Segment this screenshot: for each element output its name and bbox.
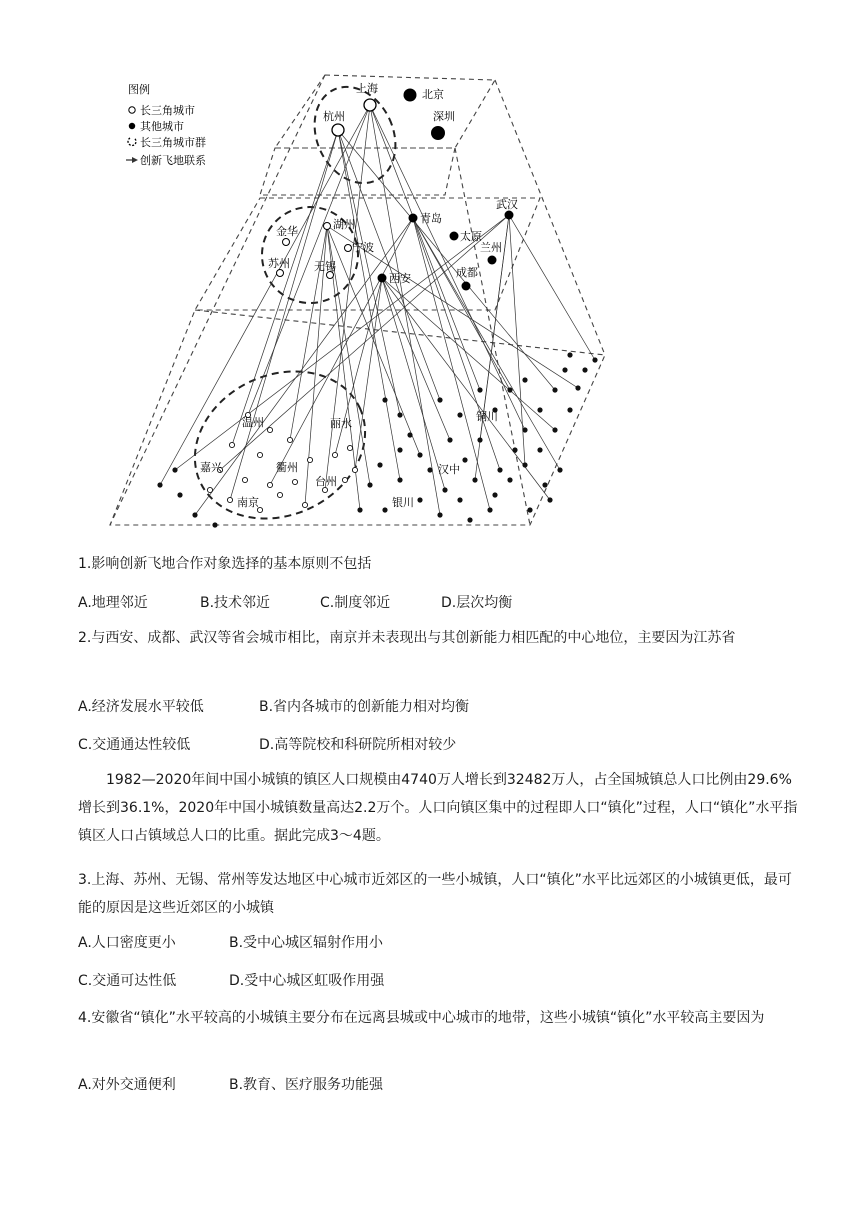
node-suzhou [277,270,284,277]
label-wuhan: 武汉 [496,198,518,211]
small-city-dot [322,487,327,492]
small-city-dot [567,352,572,357]
label-shenzhen: 深圳 [433,110,455,123]
small-city-dot [407,432,412,437]
innovation-link-line [370,105,525,430]
small-city-dot [477,387,482,392]
innovation-link-line [338,130,555,390]
small-city-dot [357,507,362,512]
other-city-icon [129,123,135,129]
q4-option-a: A.对外交通便利 [78,1077,176,1093]
innovation-link-line [413,218,560,470]
legend-item-yrd-city: 长三角城市 [140,104,195,117]
node-hangzhou [332,124,344,136]
small-city-dot [457,497,462,502]
small-city-dot [192,512,197,517]
innovation-link-line [370,105,480,390]
small-city-dot [417,452,422,457]
q3-option-b: B.受中心城区辐射作用小 [229,935,384,951]
legend [126,82,206,167]
node-chengdu [462,282,471,291]
small-city-dot [397,412,402,417]
q1-option-c: C.制度邻近 [320,595,391,611]
q3-option-c: C.交通可达性低 [78,973,177,989]
passage-text: 1982—2020年间中国小城镇的镇区人口规模由4740万人增长到32482万人，占全国城镇总人口比例由29.6%增长到36.1%，2020年中国小城镇数量高达2.2万个。人口向镇区集中的过程即人口“镇化”过程，人口“镇化”水平指镇区人口占镇域总人口的比重。据此完成3～4题。 [78,772,798,844]
q2-option-b: B.省内各城市的创新能力相对均衡 [259,699,470,715]
small-city-dot [382,507,387,512]
small-city-dot [277,492,282,497]
q1-option-a: A.地理邻近 [78,595,148,611]
small-city-dot [267,482,272,487]
small-city-dot [522,427,527,432]
small-city-dot [477,437,482,442]
question-3-text: 3.上海、苏州、无锡、常州等发达地区中心城市近郊区的一些小城镇，人口“镇化”水平比远郊区的小城镇更低，最可能的原因是这些近郊区的小城镇 [78,872,792,916]
node-qingdao [409,214,418,223]
small-city-dot [417,497,422,502]
small-city-dot [542,482,547,487]
small-city-dot [527,507,532,512]
small-city-dot [212,522,217,527]
small-city-dot [552,427,557,432]
small-city-dot [367,482,372,487]
small-city-dot [547,497,552,502]
small-city-dot [507,477,512,482]
innovation-link-line [230,130,338,500]
legend-item-other-city: 其他城市 [140,120,184,133]
small-city-dot [332,452,337,457]
small-city-dot [347,445,352,450]
label-lishui: 丽水 [330,417,352,430]
small-city-dot [567,407,572,412]
q3-option-d: D.受中心城区虹吸作用强 [229,973,385,989]
small-city-dot [522,462,527,467]
label-wenzhou: 温州 [242,416,264,429]
label-quzhou: 衢州 [276,461,298,474]
small-city-dot [467,517,472,522]
small-city-dot [582,367,587,372]
small-city-dot [352,467,357,472]
small-city-dot [377,462,382,467]
q2-option-c: C.交通通达性较低 [78,737,191,753]
label-chengdu: 成都 [456,266,478,279]
node-beijing [404,89,417,102]
legend-item-link: 创新飞地联系 [140,154,206,167]
label-taiyuan: 太原 [460,230,482,243]
node-taiyuan [450,232,459,241]
small-city-dot [592,357,597,362]
label-xian: 西安 [389,272,411,285]
node-ningbo [345,245,352,252]
label-wuxi: 无锡 [314,260,336,273]
small-city-dot [207,487,212,492]
cluster-icon [128,138,136,145]
small-city-dot [287,437,292,442]
label-shanghai: 上海 [356,82,378,95]
q4-option-b: B.教育、医疗服务功能强 [229,1077,384,1093]
innovation-link-line [382,278,555,430]
node-shenzhen [431,126,445,140]
question-4-text: 4.安徽省“镇化”水平较高的小城镇主要分布在远离县城或中心城市的地带，这些小城镇“镇化”水平较高主要因为 [78,1010,765,1026]
label-yinchuan: 银川 [392,496,414,509]
node-jinhua [283,239,290,246]
label-nanjing: 南京 [237,496,259,509]
small-city-dot [307,457,312,462]
label-ningbo: 宁波 [352,241,374,254]
node-lanzhou [488,256,497,265]
small-city-dot [229,442,234,447]
small-city-dot [462,457,467,462]
label-suzhou: 苏州 [268,257,290,270]
small-city-dot [457,412,462,417]
small-city-dot [397,477,402,482]
innovation-link-line [195,218,413,515]
q1-option-d: D.层次均衡 [441,595,513,611]
small-city-dot [242,477,247,482]
small-city-dot [557,467,562,472]
label-jiaxing: 嘉兴 [200,461,222,474]
q2-option-d: D.高等院校和科研院所相对较少 [259,737,457,753]
label-taizhou: 台州 [315,475,337,488]
node-shanghai [364,99,376,111]
small-city-dot [157,482,162,487]
small-city-dot [537,447,542,452]
small-city-dot [507,387,512,392]
small-city-dot [437,397,442,402]
label-tongchuan: 铜川 [476,410,498,423]
node-xian [378,274,387,283]
legend-item-cluster: 长三角城市群 [140,136,206,149]
small-city-dot [492,492,497,497]
label-hangzhou: 杭州 [323,110,345,123]
small-city-dot [267,427,272,432]
city-nodes [200,81,518,509]
label-beijing: 北京 [422,88,444,101]
innovation-link-line [382,278,450,440]
label-hanzhong: 汉中 [438,463,460,476]
small-city-dot [575,385,580,390]
question-1-text: 1.影响创新飞地合作对象选择的基本原则不包括 [78,556,372,572]
small-city-dot [292,479,297,484]
small-city-dot [522,377,527,382]
innovation-link-line [175,215,509,470]
small-city-dot [562,367,567,372]
innovation-link-line [290,226,327,440]
q1-option-b: B.技术邻近 [200,595,271,611]
label-jinhua: 金华 [276,225,298,238]
small-city-dot [257,452,262,457]
innovation-enclave-diagram [100,70,620,535]
small-city-dot [342,477,347,482]
small-city-dot [472,477,477,482]
innovation-link-line [355,278,382,470]
small-city-dot [382,397,387,402]
label-huzhou: 湖州 [333,218,355,231]
small-city-dot [427,467,432,472]
node-wuhan [505,211,514,220]
small-city-dot [537,407,542,412]
yrd-city-icon [129,107,135,113]
label-lanzhou: 兰州 [480,241,502,254]
legend-title: 图例 [128,83,150,96]
question-2-text: 2.与西安、成都、武汉等省会城市相比，南京并未表现出与其创新能力相匹配的中心地位，主要因为江苏省 [78,630,736,646]
small-city-dot [177,492,182,497]
small-city-dot [497,467,502,472]
label-qingdao: 青岛 [420,212,442,225]
node-huzhou [324,223,331,230]
small-city-dot [172,467,177,472]
small-city-dot [447,437,452,442]
small-city-dot [487,507,492,512]
small-city-dot [512,447,517,452]
small-city-dot [227,497,232,502]
innovation-link-line [509,215,595,360]
q3-option-a: A.人口密度更小 [78,935,176,951]
q2-option-a: A.经济发展水平较低 [78,699,204,715]
small-city-dot [437,512,442,517]
small-city-dot [302,502,307,507]
small-city-dot [397,447,402,452]
small-city-dot [552,387,557,392]
innovation-link-line [509,215,525,465]
small-city-dot [442,487,447,492]
small-city-dots [157,352,597,527]
